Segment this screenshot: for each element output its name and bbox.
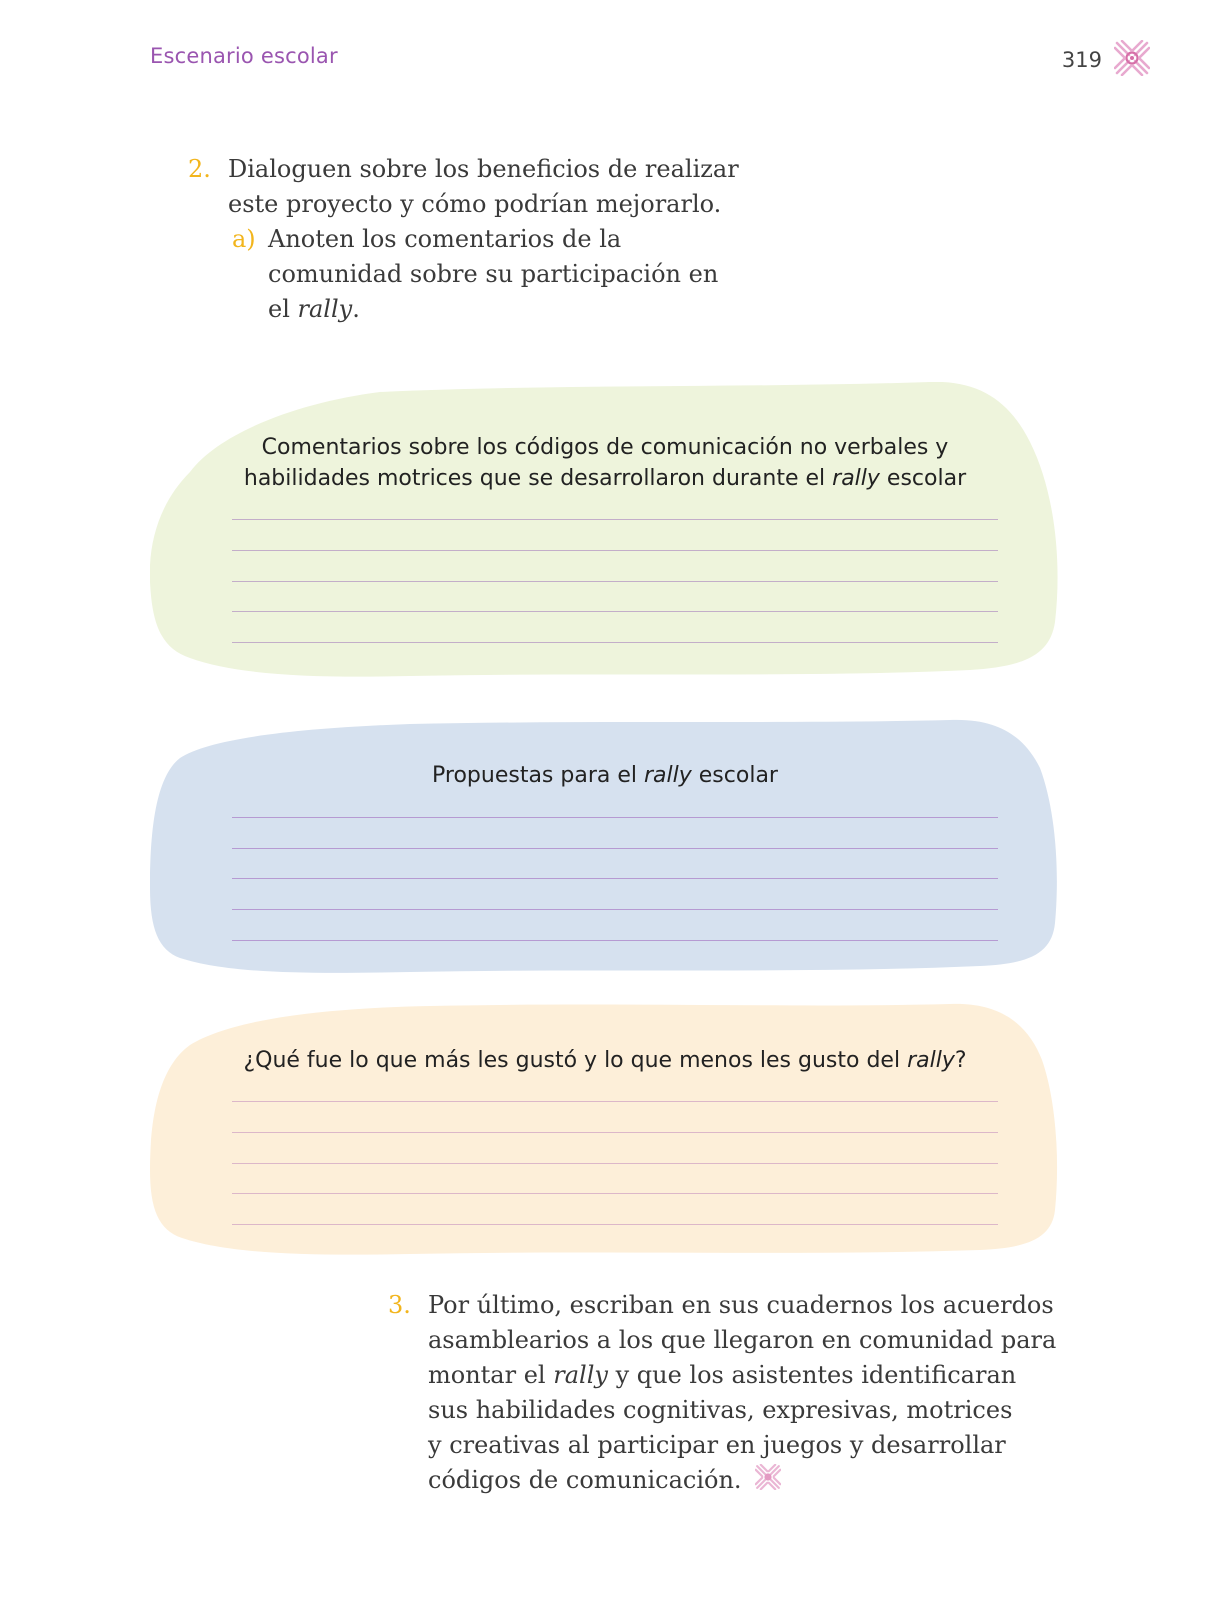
italic-word: rally <box>832 466 880 491</box>
text-fragment: escolar <box>879 466 967 491</box>
italic-word: rally <box>297 295 353 323</box>
page-header-right <box>1062 40 1150 80</box>
question-text: Anoten los comentarios de la <box>268 225 622 253</box>
box-title <box>210 1045 1000 1076</box>
writing-line[interactable] <box>232 817 998 818</box>
writing-line[interactable] <box>232 848 998 849</box>
question-number: 2. <box>188 155 211 183</box>
page-number: 319 <box>1061 48 1102 72</box>
cross-weave-icon <box>755 1464 781 1500</box>
question-text: comunidad sobre su participación en <box>268 260 719 288</box>
writing-line[interactable] <box>232 1193 998 1194</box>
writing-line[interactable] <box>232 1163 998 1164</box>
text-fragment: Propuestas para el <box>432 763 644 788</box>
box-title <box>210 760 1000 791</box>
question-text: este proyecto y cómo podrían mejorarlo. <box>228 190 722 218</box>
text-fragment: códigos de comunicación. <box>428 1466 742 1494</box>
cross-weave-icon <box>1114 40 1150 80</box>
blob-background <box>150 382 1060 678</box>
question-text: Por último, escriban en sus cuadernos los acuerdos <box>428 1291 1054 1319</box>
question-text-line <box>388 1358 1088 1393</box>
question-text-line <box>388 1463 1088 1500</box>
text-fragment: . <box>352 295 360 323</box>
writing-line[interactable] <box>232 1132 998 1133</box>
writing-line[interactable] <box>232 642 998 643</box>
likes-box <box>150 1000 1060 1256</box>
text-fragment: ¿Qué fue lo que más les gustó y lo que menos les gusto del <box>243 1048 908 1073</box>
text-fragment: y que los asistentes identificaran <box>607 1361 1017 1389</box>
question-number: 3. <box>388 1291 411 1319</box>
text-fragment: el <box>268 295 298 323</box>
italic-word: rally <box>907 1048 955 1073</box>
italic-word: rally <box>553 1361 608 1389</box>
question-3 <box>388 1288 1088 1500</box>
text-fragment: escolar <box>691 763 778 788</box>
writing-line[interactable] <box>232 550 998 551</box>
question-text: sus habilidades cognitivas, expresivas, motrices <box>428 1396 1013 1424</box>
writing-line[interactable] <box>232 1101 998 1102</box>
question-2a <box>232 222 752 327</box>
text-fragment: montar el <box>428 1361 554 1389</box>
question-text: asamblearios a los que llegaron en comunidad para <box>428 1326 1057 1354</box>
writing-line[interactable] <box>232 1224 998 1225</box>
writing-line[interactable] <box>232 581 998 582</box>
blob-background <box>150 1000 1060 1256</box>
proposals-box <box>150 718 1060 974</box>
writing-line[interactable] <box>232 611 998 612</box>
box-title-line <box>210 463 1000 494</box>
text-fragment: habilidades motrices que se desarrollaron durante el <box>243 466 833 491</box>
italic-word: rally <box>644 763 692 788</box>
blob-background <box>150 718 1060 974</box>
question-text: Dialoguen sobre los beneficios de realizar <box>228 155 739 183</box>
question-letter: a) <box>232 225 256 253</box>
question-text: y creativas al participar en juegos y desarrollar <box>428 1431 1006 1459</box>
writing-line[interactable] <box>232 519 998 520</box>
text-fragment: ? <box>954 1048 967 1073</box>
comments-box <box>150 382 1060 678</box>
writing-line[interactable] <box>232 909 998 910</box>
box-title <box>210 432 1000 494</box>
writing-line[interactable] <box>232 940 998 941</box>
section-title: Escenario escolar <box>150 44 338 68</box>
box-title-line: Comentarios sobre los códigos de comunicación no verbales y <box>261 435 949 460</box>
question-text-line <box>232 292 752 327</box>
question-2 <box>188 152 748 222</box>
writing-line[interactable] <box>232 878 998 879</box>
